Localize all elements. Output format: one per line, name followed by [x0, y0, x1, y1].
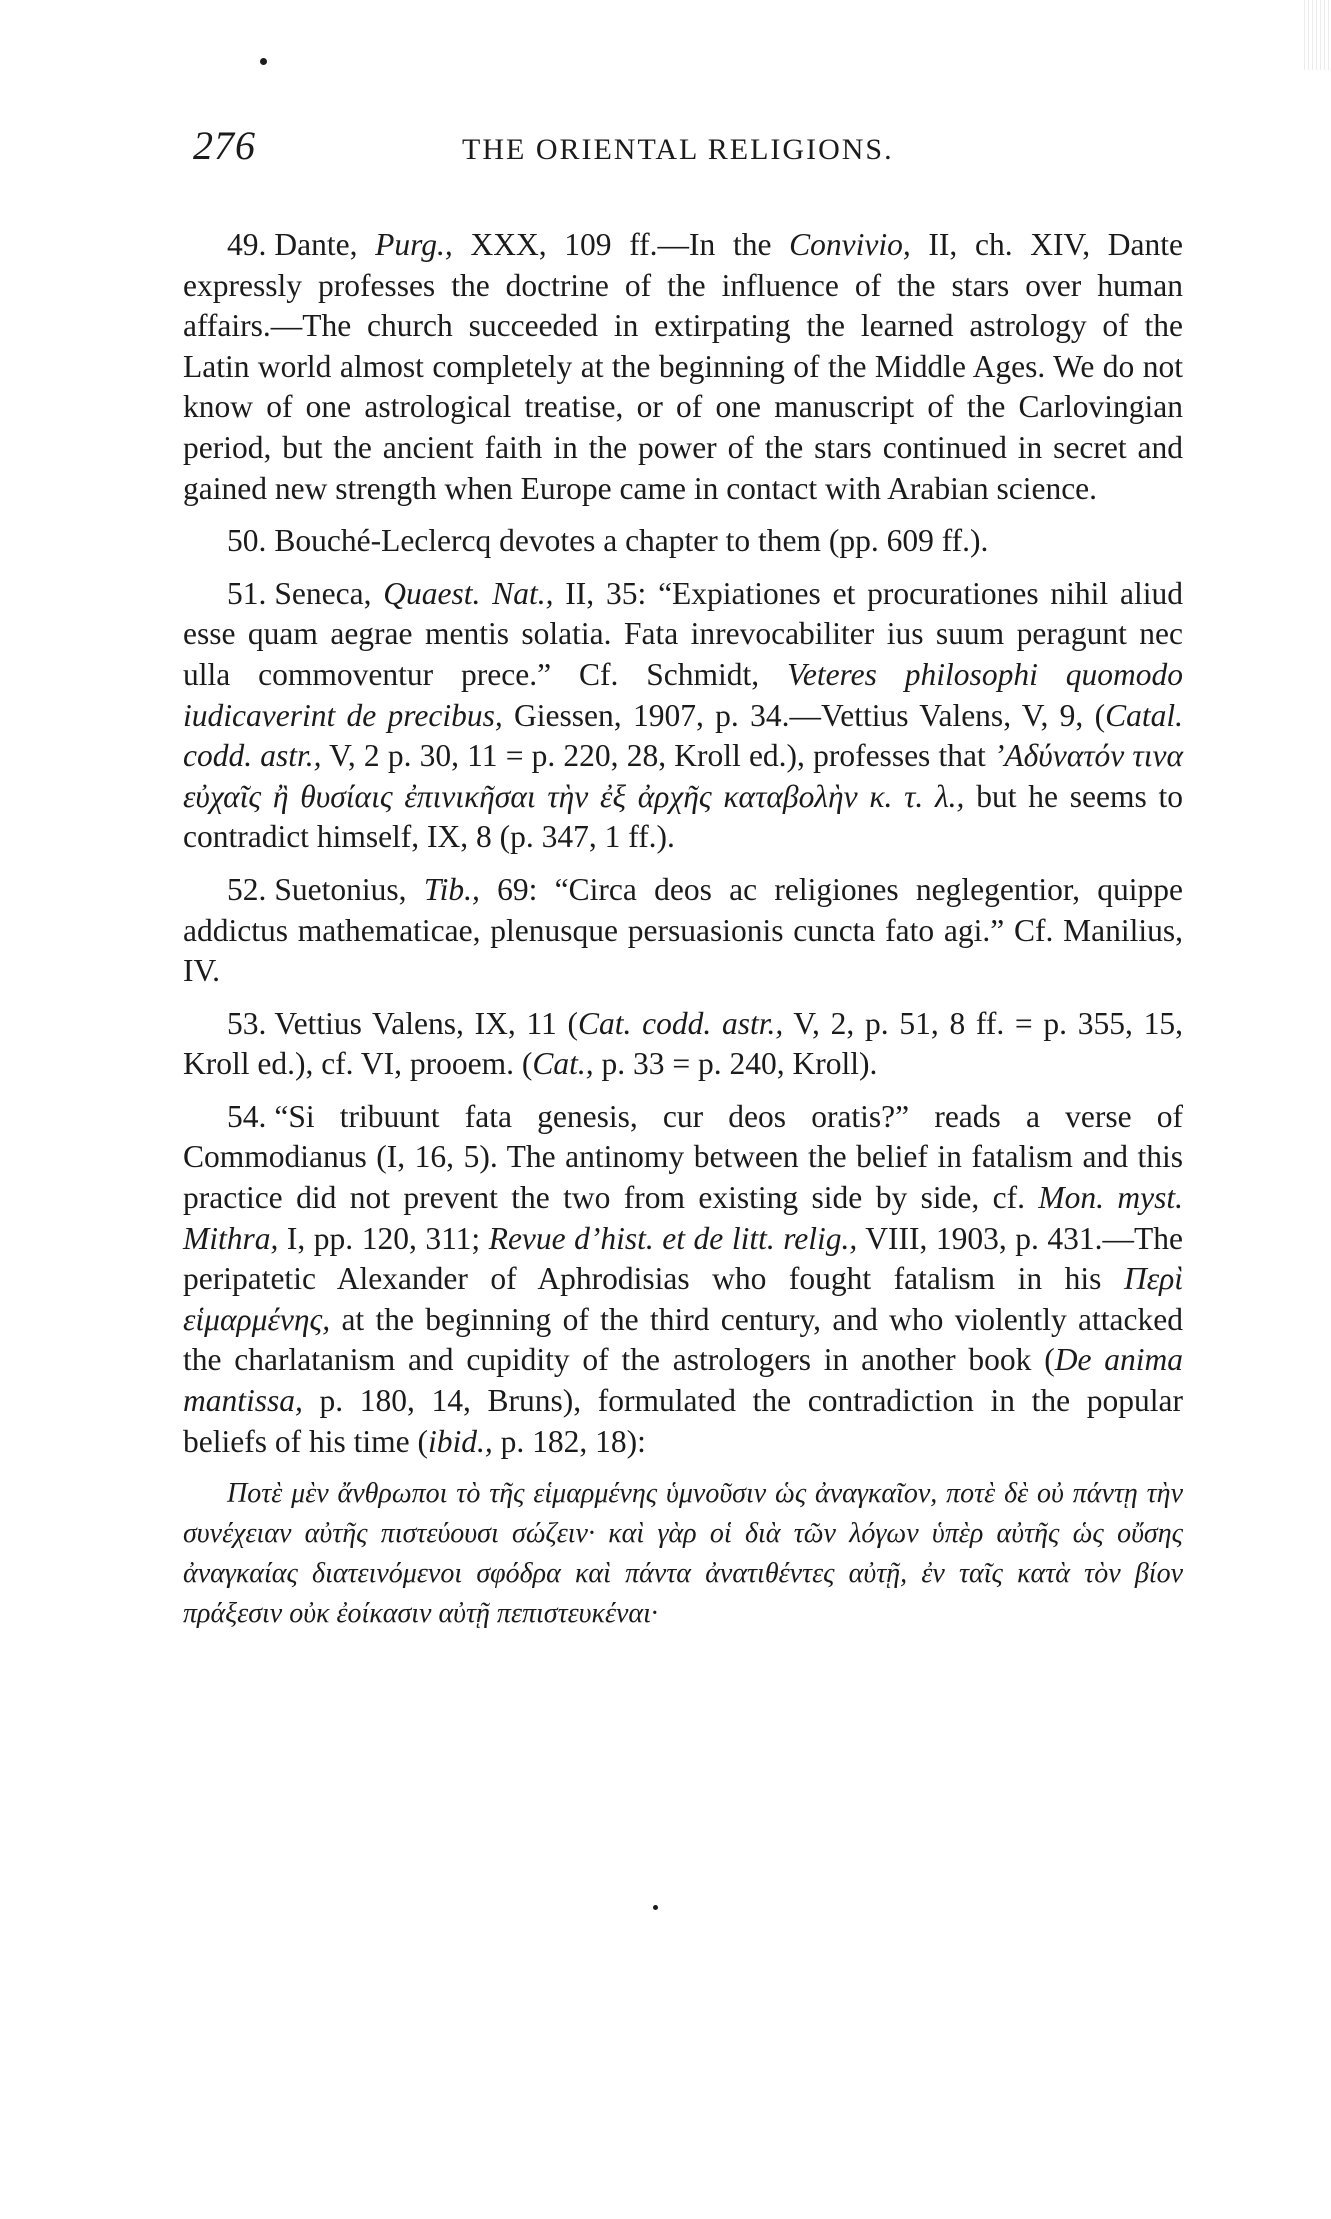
ink-speck	[260, 58, 267, 65]
endnote	[183, 521, 1183, 562]
endnote-italic-text: Tib.,	[423, 871, 480, 907]
endnote-italic-text: Convivio,	[789, 227, 911, 262]
endnote-text: “Si tribuunt fata genesis, cur deos oratis?” reads a verse of Commodianus (I, 16, 5). The antinomy between the belief in fatalism and this practice did not prevent the two from existing side by side, cf.	[183, 1098, 1183, 1216]
endnote-number: 50.	[227, 523, 267, 559]
endnote-italic-text: Quaest. Nat.,	[383, 575, 554, 611]
endnote-text: V, 2, p. 51, 8 ff. = p. 355, 15, Kroll ed.), cf. VI, prooem. (	[183, 1005, 1183, 1082]
endnote-italic-text: Veteres philosophi quomodo iudicaverint de precibus,	[183, 656, 1183, 733]
endnote	[183, 574, 1183, 858]
endnote-text: Seneca,	[274, 575, 384, 611]
endnote	[183, 225, 1183, 509]
endnote-text: XXX, 109 ff.—In the	[452, 227, 790, 262]
page-number: 276	[193, 123, 256, 168]
endnote-text: p. 33 = p. 240, Kroll).	[593, 1046, 878, 1082]
endnote-number: 49.	[227, 227, 267, 262]
endnote-text: Suetonius,	[274, 871, 424, 907]
endnote	[183, 1004, 1183, 1085]
endnote	[183, 870, 1183, 992]
endnote-number: 52.	[227, 871, 267, 907]
endnote-italic-text: ibid.,	[427, 1423, 493, 1459]
endnote-number: 54.	[227, 1098, 267, 1134]
endnote-text: 69: “Circa deos ac religiones neglegentior, quippe addictus mathematicae, plenusque persuasionis cuncta fato agi.” Cf. Manilius, IV.	[183, 871, 1184, 989]
endnote-text: Bouché-Leclercq devotes a chapter to them (pp. 609 ff.).	[274, 523, 989, 559]
endnote-text: II, ch. XIV, Dante expressly professes the doctrine of the influence of the stars over human affairs.—The church succeeded in extirpating the learned astrology of the Latin world almost completely at the beginning of the Middle Ages. We do not know of one astrological treatise, or of one manuscript of the Carlovingian period, but the ancient faith in the power of the stars continued in secret and gained new strength when Europe came in contact with Arabian science.	[183, 227, 1183, 506]
endnote-italic-text: ’Αδύνατόν τινα εὐχαῖς ἢ θυσίαις ἐπινικῆσαι τὴν ἐξ ἀρχῆς καταβολὴν κ. τ. λ.,	[183, 738, 1183, 814]
endnote-text: VIII, 1903, p. 431.—The peripatetic Alexander of Aphrodisias who fought fatalism in his	[183, 1220, 1184, 1297]
notes-body	[183, 225, 1183, 1634]
endnote-text: Vettius Valens, IX, 11 (	[274, 1005, 578, 1041]
endnote-italic-text: Catal. codd. astr.,	[183, 697, 1183, 774]
endnote-italic-text: Cat.,	[532, 1046, 594, 1082]
endnote-text: p. 182, 18):	[492, 1423, 646, 1459]
notes-list	[183, 225, 1183, 1462]
endnote-number: 51.	[227, 575, 267, 611]
endnote-italic-text: Mon. myst. Mithra,	[183, 1180, 1183, 1256]
endnote	[183, 1097, 1183, 1462]
endnote-italic-text: Revue d’hist. et de litt. relig.,	[488, 1220, 858, 1256]
endnote-italic-text: Περὶ εἱμαρμένης,	[183, 1261, 1183, 1337]
endnote-text: at the beginning of the third century, and who violently attacked the charlatanism and cupidity of the astrologers in another book (	[183, 1301, 1183, 1378]
scan-edge-artifact	[1301, 0, 1331, 70]
endnote-text: but he seems to contradict himself, IX, 8 (p. 347, 1 ff.).	[183, 778, 1184, 855]
greek-quotation: Ποτὲ μὲν ἄνθρωποι τὸ τῆς εἱμαρμένης ὑμνοῦσιν ὡς ἀναγκαῖον, ποτὲ δὲ οὐ πάντῃ τὴν συνέχειαν αὐτῆς πιστεύουσι σώζειν· καὶ γὰρ οἱ διὰ τῶν λόγων ὑπὲρ αὐτῆς ὡς οὔσης ἀναγκαίας διατεινόμενοι σφόδρα καὶ πάντα ἀνατιθέντες αὐτῇ, ἐν ταῖς κατὰ τὸν βίον πράξεσιν οὐκ ἐοίκασιν αὐτῇ πεπιστευκέναι·	[183, 1478, 1183, 1630]
ink-speck	[653, 1905, 658, 1910]
endnote-text: Giessen, 1907, p. 34.—Vettius Valens, V, 9, (	[502, 697, 1106, 733]
endnote-italic-text: Cat. codd. astr.,	[578, 1005, 784, 1041]
endnote-text: p. 180, 14, Bruns), formulated the contradiction in the popular beliefs of his time (	[183, 1383, 1183, 1459]
endnote-number: 53.	[227, 1005, 267, 1041]
endnote-italic-text: Purg.,	[375, 227, 453, 262]
endnote-text: I, pp. 120, 311;	[278, 1220, 489, 1256]
endnote-italic-text: De anima mantissa,	[183, 1342, 1184, 1419]
endnote-text: II, 35: “Expiationes et procurationes nihil aliud esse quam aegrae mentis solatia. Fata inrevocabiliter ius suum peragunt nec ulla commoventur prece.” Cf. Schmidt,	[183, 575, 1183, 692]
running-head: THE ORIENTAL RELIGIONS.	[462, 133, 894, 166]
endnote-text: Dante,	[274, 227, 376, 262]
endnote-text: V, 2 p. 30, 11 = p. 220, 28, Kroll ed.), professes that	[321, 738, 994, 774]
